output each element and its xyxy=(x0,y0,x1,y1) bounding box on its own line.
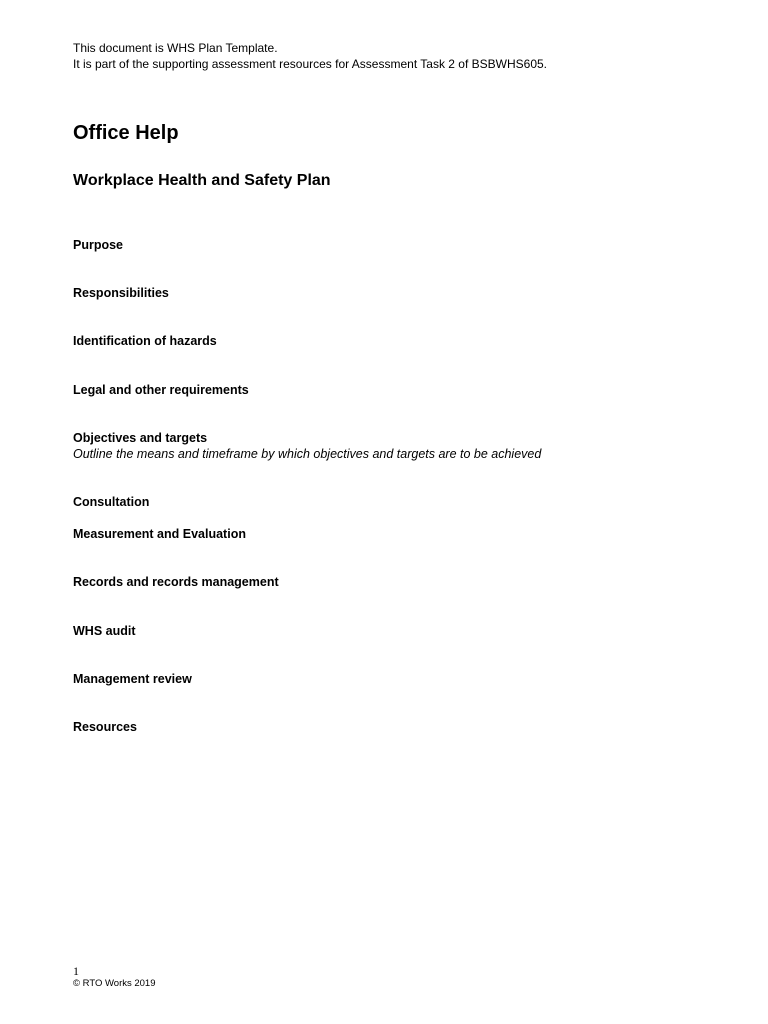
organisation-title: Office Help xyxy=(73,122,179,144)
plan-title: Workplace Health and Safety Plan xyxy=(73,172,331,189)
heading-resources: Resources xyxy=(73,720,137,734)
heading-identification-of-hazards: Identification of hazards xyxy=(73,334,217,348)
heading-legal-requirements: Legal and other requirements xyxy=(73,383,249,397)
heading-whs-audit: WHS audit xyxy=(73,624,136,638)
intro-line-2: It is part of the supporting assessment resources for Assessment Task 2 of BSBWHS605. xyxy=(73,57,547,71)
heading-purpose: Purpose xyxy=(73,238,124,252)
heading-objectives-and-targets: Objectives and targets xyxy=(73,431,208,445)
heading-measurement-and-evaluation: Measurement and Evaluation xyxy=(73,527,246,541)
heading-management-review: Management review xyxy=(73,672,192,686)
heading-records-management: Records and records management xyxy=(73,575,279,589)
intro-text xyxy=(73,40,547,72)
heading-responsibilities: Responsibilities xyxy=(73,286,169,300)
page-number: 1 xyxy=(73,964,79,978)
objectives-guidance-note: Outline the means and timeframe by which objectives and targets are to be achieved xyxy=(73,447,542,461)
intro-line-1: This document is WHS Plan Template. xyxy=(73,41,278,55)
heading-consultation: Consultation xyxy=(73,495,150,509)
copyright-notice: © RTO Works 2019 xyxy=(73,978,156,989)
